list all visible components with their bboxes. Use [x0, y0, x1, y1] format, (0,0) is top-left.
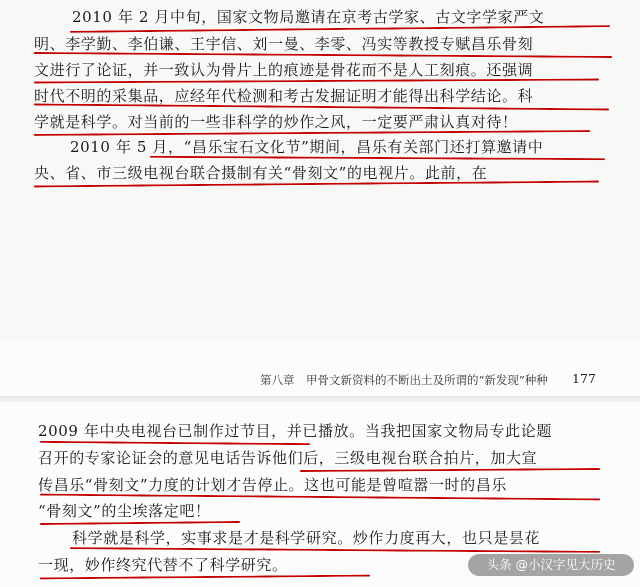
- bottom-line-3: 传昌乐“骨刻文”力度的计划才告停止。这也可能是曾喧嚣一时的昌乐: [38, 476, 507, 494]
- bottom-line-5: 科学就是科学，实事求是才是科学研究。炒作力度再大，也只是昙花: [72, 529, 541, 547]
- bottom-line-6: 一现，妙作终究代替不了科学研究。: [38, 556, 288, 574]
- bottom-line-4: “骨刻文”的尘埃落定吧！: [38, 502, 211, 520]
- bottom-line-1: 2009 年中央电视台已制作过节目，并已播放。当我把国家文物局专此论题: [38, 422, 552, 440]
- bottom-line-2: 召开的专家论证会的意见电话告诉他们后，三级电视台联合拍片，加大宣: [38, 449, 538, 467]
- top-line-2: 明、李学勤、李伯谦、王宇信、刘一曼、李零、冯实等教授专赋昌乐骨刻: [34, 35, 534, 53]
- source-watermark: 头条 @小汉字见大历史: [468, 554, 634, 576]
- page-seam: [0, 396, 640, 402]
- top-line-4: 时代不明的采集品，应经年代检测和考古发掘证明才能得出科学结论。科: [34, 87, 534, 105]
- top-line-7: 央、省、市三级电视台联合摄制有关“骨刻文”的电视片。此前，在: [34, 164, 488, 182]
- top-line-5: 学就是科学。对当前的一些非科学的炒作之风，一定要严肃认真对待！: [34, 113, 518, 131]
- page-number: 177: [572, 371, 596, 386]
- chapter-footer: 第八章 甲骨文新资料的不断出土及所谓的“新发现”种种: [260, 373, 548, 387]
- top-line-1: 2010 年 2 月中旬，国家文物局邀请在京考古学家、古文字学家严文: [72, 8, 545, 26]
- top-line-6: 2010 年 5 月，“昌乐宝石文化节”期间，昌乐有关部门还打算邀请中: [70, 138, 544, 156]
- top-line-3: 文进行了论证，并一致认为骨片上的痕迹是骨花而不是人工刻痕。还强调: [34, 61, 534, 79]
